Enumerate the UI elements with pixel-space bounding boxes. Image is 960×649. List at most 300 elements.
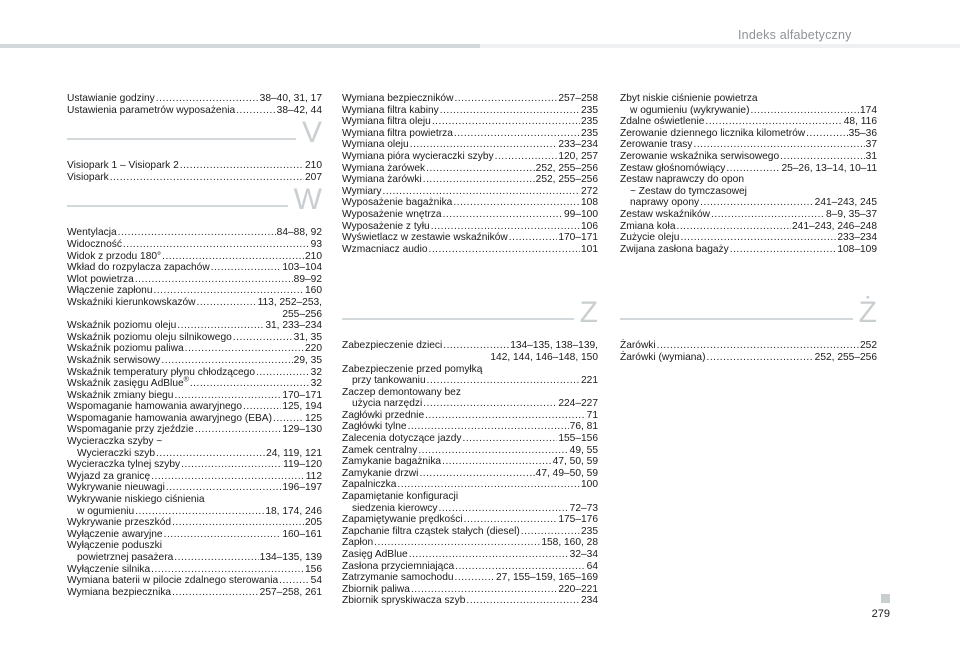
index-entry [342,549,598,561]
dot-leader [429,244,581,256]
dot-leader [509,232,558,244]
index-entry [67,378,322,390]
entry-pages: 108–109 [837,243,877,255]
entry-term: Wspomaganie hamowania awaryjnego (EBA) [67,412,272,424]
dot-leader [110,172,304,184]
dot-leader [439,503,569,515]
index-entry [67,251,322,263]
index-entry [620,105,877,117]
index-entry [620,116,877,128]
index-entry [67,274,322,286]
dot-leader [419,468,534,480]
entry-term: Zapalniczka [342,479,397,491]
dot-leader [462,433,557,445]
entry-pages: 235 [581,525,598,537]
letter-divider [67,116,322,157]
entry-term: Wymiana żarówek [342,162,426,174]
index-entry [342,186,598,198]
index-entry [67,552,322,564]
entry-term: Wyłączenie awaryjne [67,528,163,540]
index-entry [342,537,598,549]
index-entry [342,468,598,480]
index-entry [342,340,598,352]
index-entry [342,139,598,151]
entry-pages: 99–100 [564,208,598,220]
entry-term: Zdalne oświetlenie [620,116,705,128]
index-entry [342,244,598,256]
dot-leader [195,424,281,436]
entry-pages: 252, 255–256 [535,174,598,186]
dot-leader [700,197,814,209]
entry-pages: 257–258, 261 [259,586,322,598]
entry-pages: 31, 35 [293,331,322,343]
index-entry [67,285,322,297]
index-entry [342,375,598,387]
index-entry [342,209,598,221]
letter-divider [620,296,877,337]
dot-leader [464,514,558,526]
entry-pages: 71 [586,409,598,421]
index-entry [67,93,322,105]
entry-pages: 125 [305,412,322,424]
index-entry [342,433,598,445]
entry-term: Wskaźnik poziomu paliwa [67,343,184,355]
entry-term: Zagłówki tylne [342,421,407,433]
entry-term: Zerowanie dziennego licznika kilometrów [620,127,806,139]
entry-pages: 160 [305,285,322,297]
entry-term: Zbiornik spryskiwacza szyb [342,595,466,607]
entry-term: Wskaźnik zasięgu AdBlue® [67,376,189,390]
entry-term: Wyświetlacz w zestawie wskaźników [342,232,508,244]
entry-term: Żarówki (wymiana) [620,351,706,363]
entry-pages: 101 [581,243,598,255]
dot-leader [432,116,580,128]
page-marker [881,594,890,603]
entry-pages: 48, 116 [843,116,877,128]
dot-leader [123,239,310,251]
index-entry [342,128,598,140]
entry-term: Wykrywanie nieuwagi [67,482,165,494]
dot-leader [197,297,257,309]
dot-leader [442,456,552,468]
dot-leader [190,378,310,390]
dot-leader [453,197,580,209]
index-entry [67,343,322,355]
entry-term: Ustawianie godziny [67,93,155,104]
entry-pages: 233–234 [558,139,598,151]
index-entry [342,503,598,515]
entry-pages: 272 [581,185,598,197]
entry-term: Wskaźnik poziomu oleju silnikowego [67,331,232,343]
index-entry [67,459,322,471]
entry-pages: 38–42, 44 [276,104,322,116]
index-entry-heading: Wykrywanie niskiego ciśnienia [67,494,205,506]
entry-term: Wspomaganie hamowania awaryjnego [67,401,242,413]
section-letter: W [288,183,322,217]
index-entry [67,529,322,541]
entry-term: Wzmacniacz audio [342,243,428,255]
entry-pages: 112 [305,470,322,482]
dot-leader [236,105,275,117]
entry-term: Ustawienia parametrów wyposażenia [67,104,236,116]
dot-leader [706,352,813,364]
dot-leader [657,340,859,352]
entry-term: Zestaw głośnomówiący [620,162,726,174]
index-entry [342,514,598,526]
entry-term: Widoczność [67,238,122,250]
entry-term: Zużycie oleju [620,232,680,244]
dot-leader [750,105,859,117]
entry-pages: 100 [581,479,598,491]
index-entry [342,410,598,422]
dot-leader [680,232,836,244]
entry-term: Zapamiętywanie prędkości [342,514,463,526]
dot-leader [780,151,865,163]
entry-term: Wskaźnik serwisowy [67,354,161,366]
entry-term: Wyposażenie wnętrza [342,208,442,220]
dot-leader [180,160,304,172]
entry-term: Widok z przodu 180° [67,250,162,262]
dot-leader [181,459,282,471]
entry-pages: 252, 255–256 [814,351,877,363]
entry-pages: 49, 55 [569,444,598,456]
entry-term: Wymiana pióra wycieraczki szyby [342,150,494,162]
entry-pages: 89–92 [293,273,322,285]
entry-pages: 174 [860,104,877,116]
entry-pages: 221 [581,375,598,387]
entry-pages: 235 [581,127,598,139]
dot-leader [172,517,304,529]
entry-term: Zasięg AdBlue [342,549,408,560]
index-entry [342,572,598,584]
entry-term: Wymiana żarówki [342,174,422,186]
dot-leader [521,526,580,538]
entry-term: Wymiana filtra powietrza [342,127,453,139]
entry-pages: 54 [310,575,322,587]
entry-pages: 160–161 [282,528,322,540]
index-entry [67,105,322,117]
index-entry [620,128,877,140]
index-entry [342,105,598,117]
entry-pages: 103–104 [282,262,322,274]
index-entry [67,160,322,172]
dot-leader [154,285,304,297]
entry-term: Wymiana filtra oleju [342,116,431,128]
entry-term: Zerowanie trasy [620,139,693,151]
entry-term: w ogumieniu [77,505,135,517]
entry-term: Visiopark [67,171,109,183]
entry-pages: 47, 49–50, 59 [535,467,598,479]
index-entry [67,564,322,576]
entry-term: Zagłówki przednie [342,409,425,421]
entry-pages: 93 [310,238,322,250]
index-entry [342,421,598,433]
index-entry [620,163,877,175]
section-letter: V [296,116,322,150]
entry-pages: 32 [310,366,322,378]
divider-rule [620,318,877,320]
dot-leader [211,262,282,274]
entry-pages: 27, 155–159, 165–169 [496,572,598,584]
entry-pages: 119–120 [283,459,322,471]
letter-divider [342,296,598,337]
entry-pages: 134–135, 138–139, [510,340,598,352]
entry-pages: 31, 233–234 [265,320,322,332]
dot-leader [443,340,509,352]
header-bar-accent [0,44,480,48]
dot-leader [443,209,563,221]
dot-leader [454,93,557,105]
dot-leader [431,221,580,233]
dot-leader [166,482,281,494]
dot-leader [418,445,568,457]
dot-leader [151,471,305,483]
dot-leader [677,221,792,233]
index-entry [620,151,877,163]
section-letter: Ż [853,296,877,330]
entry-term: Zwijana zasłona bagaży [620,243,729,255]
divider-rule [342,318,598,320]
entry-pages: 106 [581,220,598,232]
entry-term: siedzenia kierowcy [352,502,438,514]
index-entry [67,506,322,518]
dot-leader [466,595,580,607]
index-entry [620,197,877,209]
entry-pages: 252 [860,340,877,352]
entry-pages: 32–34 [569,549,598,560]
index-entry [67,262,322,274]
dot-leader [495,151,558,163]
index-entry [342,116,598,128]
index-entry [67,471,322,483]
dot-leader [427,375,580,387]
entry-term: Wymiana filtra kabiny [342,104,439,116]
dot-leader [273,413,304,425]
entry-pages: 47, 50, 59 [552,456,598,468]
index-column-2 [342,93,598,607]
dot-leader [454,128,580,140]
dot-leader [806,128,847,140]
header-bar [0,44,960,48]
entry-pages: 241–243, 246–248 [792,220,877,232]
index-entry [342,93,598,105]
entry-term: Włączenie zapłonu [67,285,153,297]
entry-term: Wyposażenie z tyłu [342,220,430,232]
index-entry [620,139,877,151]
entry-pages: 233–234 [837,232,877,244]
entry-term: Zamek centralny [342,444,418,456]
entry-pages: 64 [586,560,598,572]
dot-leader [705,116,842,128]
entry-term: Zapłon [342,537,374,549]
entry-term: Zbiornik paliwa [342,583,410,595]
entry-term: Wskaźnik poziomu oleju [67,320,177,332]
index-entry-heading: Zbyt niskie ciśnienie powietrza [620,93,758,104]
index-entry [620,352,877,364]
index-entry-heading: Wycieraczka szyby ~ [67,436,163,448]
entry-pages: 220–221 [558,583,598,595]
divider-rule [67,138,322,140]
entry-pages: 24, 119, 121 [266,447,322,459]
index-entry [342,151,598,163]
index-entry-continuation [342,352,598,364]
index-entry [342,456,598,468]
section-letter: Z [574,296,598,330]
entry-term: Zamykanie drzwi [342,467,419,479]
dot-leader [243,401,281,413]
entry-pages: 32 [310,378,322,390]
entry-pages: 31 [865,150,877,162]
entry-term: Wymiary [342,185,382,197]
index-entry-heading: Zapamiętanie konfiguracji [342,491,459,503]
dot-leader [256,367,310,379]
entry-pages: 129–130 [282,424,322,436]
index-entry [67,482,322,494]
entry-term: Wykrywanie przeszkód [67,517,172,529]
entry-term: Zamykanie bagażnika [342,456,442,468]
dot-leader [711,209,825,221]
entry-pages: 113, 252–253, [257,296,322,308]
entry-term: Wyjazd za granicę [67,470,151,482]
page-number: 279 [871,608,890,620]
index-entry [67,355,322,367]
index-entry [620,244,877,256]
entry-term: Zerowanie wskaźnika serwisowego [620,150,780,162]
index-entry [67,448,322,460]
entry-pages: 125, 194 [282,401,322,413]
entry-pages: 156 [305,563,322,575]
dot-leader [161,355,292,367]
index-entry [620,232,877,244]
index-entry [67,401,322,413]
dot-leader [118,227,276,239]
entry-term: przy tankowaniu [352,375,426,387]
entry-term: Żarówki [620,340,656,352]
entry-pages: 224–227 [558,398,598,410]
entry-term: Zalecenia dotyczące jazdy [342,433,462,445]
letter-divider [67,183,322,224]
entry-term: Wycieraczka tylnej szyby [67,459,181,471]
entry-pages: 72–73 [569,502,598,514]
index-entry [67,575,322,587]
index-entry [67,413,322,425]
entry-term: Wyposażenie bagażnika [342,197,453,209]
index-entry [342,174,598,186]
entry-pages: 29, 35 [293,354,322,366]
entry-pages: 158, 160, 28 [541,537,598,549]
dot-leader [151,564,304,576]
dot-leader [455,561,586,573]
entry-term: Wlot powietrza [67,273,134,285]
index-column-3 [620,93,877,364]
index-entry-heading: Zaczep demontowany bez [342,386,461,398]
entry-term: Wskaźnik temperatury płynu chłodzącego [67,366,255,378]
entry-pages: 257–258 [558,93,598,104]
index-entry-heading: Zabezpieczenie przed pomyłką [342,363,483,375]
entry-term: Wskaźniki kierunkowskazów [67,296,196,308]
index-entry [67,587,322,599]
index-entry [620,221,877,233]
index-entry [342,526,598,538]
index-entry [67,367,322,379]
dot-leader [156,93,259,105]
entry-pages: 134–135, 139 [259,552,322,563]
entry-pages: 84–88, 92 [276,227,322,239]
entry-term: Wymiana oleju [342,139,409,151]
dot-leader [397,479,580,491]
entry-term: Wymiana baterii w pilocie zdalnego sterowania [67,575,279,587]
index-entry-heading: Zestaw naprawczy do opon [620,174,745,186]
index-entry [342,221,598,233]
entry-term: Wyłączenie silnika [67,563,151,575]
dot-leader [726,163,780,175]
entry-term: Wymiana bezpiecznika [67,586,172,598]
entry-term: Wspomaganie przy zjeździe [67,424,194,436]
entry-pages: 18, 174, 246 [265,505,322,517]
entry-term: użycia narzędzi [352,398,423,410]
dot-leader [374,537,540,549]
entry-term: Zmiana koła [620,220,676,232]
entry-pages: 170–171 [558,232,598,244]
dot-leader [411,584,557,596]
dot-leader [164,529,282,541]
dot-leader [423,174,535,186]
index-column-1 [67,93,322,598]
entry-term: Zestaw wskaźników [620,208,711,220]
entry-pages: 205 [305,517,322,529]
entry-term: Zasłona przyciemniająca [342,560,455,572]
index-entry [67,320,322,332]
entry-pages: 170–171 [282,389,322,401]
entry-pages: 155–156 [558,433,598,445]
entry-pages: 210 [305,250,322,262]
index-entry [67,390,322,402]
dot-leader [174,390,281,402]
dot-leader [185,343,304,355]
dot-leader [693,139,864,151]
index-entry [67,239,322,251]
entry-pages: 25–26, 13–14, 10–11 [781,162,877,174]
entry-term: naprawy opony [630,197,700,209]
entry-pages: 210 [305,160,322,172]
entry-pages: 120, 257 [558,150,598,162]
entry-term: Wskaźnik zmiany biegu [67,389,174,401]
entry-term: Zapchanie filtra cząstek stałych (diesel) [342,525,520,537]
index-entry [67,517,322,529]
entry-term: Wkład do rozpylacza zapachów [67,262,210,274]
page-header-title: Indeks alfabetyczny [738,28,852,42]
entry-pages: 142, 144, 146–148, 150 [490,351,598,363]
index-entry [67,332,322,344]
entry-pages: 234 [581,595,598,607]
index-entry-heading: Wyłączenie poduszki [67,540,163,552]
index-entry [342,163,598,175]
index-entry-continuation [67,309,322,321]
dot-leader [162,251,304,263]
entry-pages: 175–176 [558,514,598,526]
entry-term: Zabezpieczenie dzieci [342,340,443,352]
dot-leader [408,421,569,433]
entry-term: Wycieraczki szyb [77,447,156,459]
entry-pages: 108 [581,197,598,209]
index-entry [620,340,877,352]
dot-leader [172,587,259,599]
index-entry-heading: ~ Zestaw do tymczasowej [630,185,747,197]
dot-leader [455,572,495,584]
entry-pages: 37 [865,139,877,151]
entry-pages: 220 [305,343,322,355]
entry-pages: 8–9, 35–37 [826,208,877,220]
